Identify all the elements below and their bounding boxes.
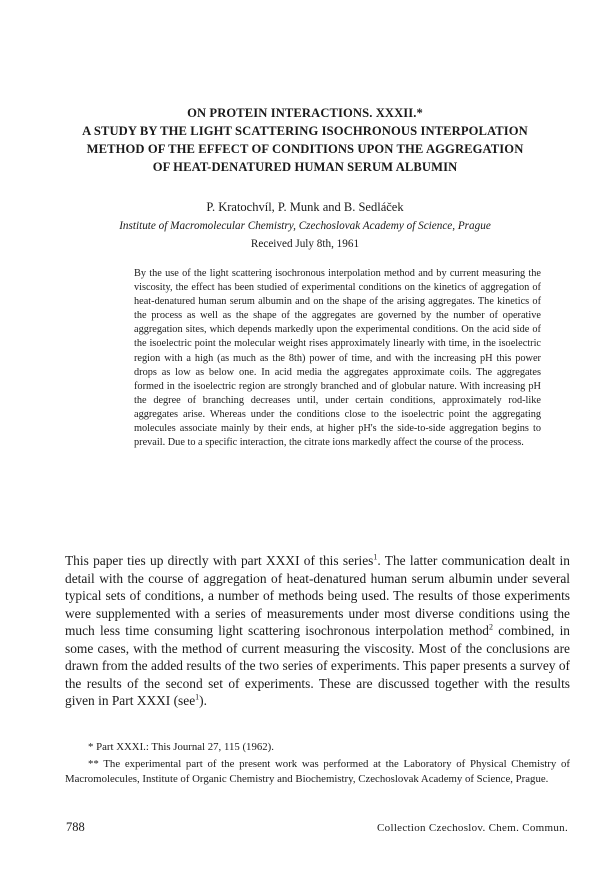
title-line: A STUDY BY THE LIGHT SCATTERING ISOCHRONOUS INTERPOLATION	[82, 124, 528, 138]
footnote-2: ** The experimental part of the present work was performed at the Laboratory of Physical Chemistry of Macromolecules, Institute of Organic Chemistry and Biochemistry, Czechoslovak Academy of Science, Prague.	[65, 758, 570, 785]
title-line: ON PROTEIN INTERACTIONS. XXXII.*	[187, 106, 423, 120]
footnote-1: * Part XXXI.: This Journal 27, 115 (1962).	[88, 741, 274, 753]
citation-ref: 1	[195, 692, 200, 702]
paper-title	[40, 104, 570, 176]
authors: P. Kratochvíl, P. Munk and B. Sedláček	[206, 200, 404, 214]
citation-ref: 2	[489, 622, 493, 632]
citation-ref: 1	[373, 552, 378, 562]
received-date: Received July 8th, 1961	[250, 238, 360, 250]
abstract: By the use of the light scattering isochronous interpolation method and by current measuring the viscosity, the effect has been studied of experimental conditions on the kinetics of aggregation of heat-denatured human serum albumin and on the shape of the arising aggregates. The kinetics of the process as well as the shape of the aggregates are governed by the number of operative aggregation sites, which depends markedly upon the experimental conditions. On the acid side of the isoelectric point the molecular weight rises approximately linearly with time, in the isoelectric region with a high (as much as the 8th) power of time, and with the increasing pH this power drops as low as below one. In acid media the aggregates approximate coils. The aggregates formed in the isoelectric region are strongly branched and of globular nature. With increasing pH the degree of branching decreases until, under certain conditions, approximately rod-like aggregates arise. Whereas under the conditions close to the isoelectric point the aggregating molecules associate mainly by their ends, at higher pH's the side-to-side aggregation begins to prevail. Due to a specific interaction, the citrate ions markedly affect the course of the process.	[134, 268, 541, 449]
page-number: 788	[66, 820, 85, 834]
affiliation: Institute of Macromolecular Chemistry, Czechoslovak Academy of Science, Prague	[119, 220, 491, 232]
body-text: This paper ties up directly with part XXXI of this series	[65, 553, 374, 568]
body-text: combined, in some cases, with the method of current measuring the viscosity. Most of the conclusions are drawn from the added results of the two series of experiments. This paper presents a survey of the results of the second set of experiments. These are discussed together with the results given in Part XXXI (see	[65, 623, 570, 708]
title-line: METHOD OF THE EFFECT OF CONDITIONS UPON THE AGGREGATION	[86, 142, 524, 156]
body-text: ).	[199, 693, 207, 708]
body-paragraph	[65, 552, 570, 710]
body-text: . The latter communication dealt in detail with the course of aggregation of heat-denatured human serum albumin under several typical sets of conditions, a number of methods being used. The results of those experiments were supplemented with a series of measurements under most diverse conditions using the much less time consuming light scattering isochronous interpolation method	[65, 553, 570, 638]
title-line: OF HEAT-DENATURED HUMAN SERUM ALBUMIN	[152, 160, 458, 174]
journal-name: Collection Czechoslov. Chem. Commun.	[377, 822, 568, 834]
